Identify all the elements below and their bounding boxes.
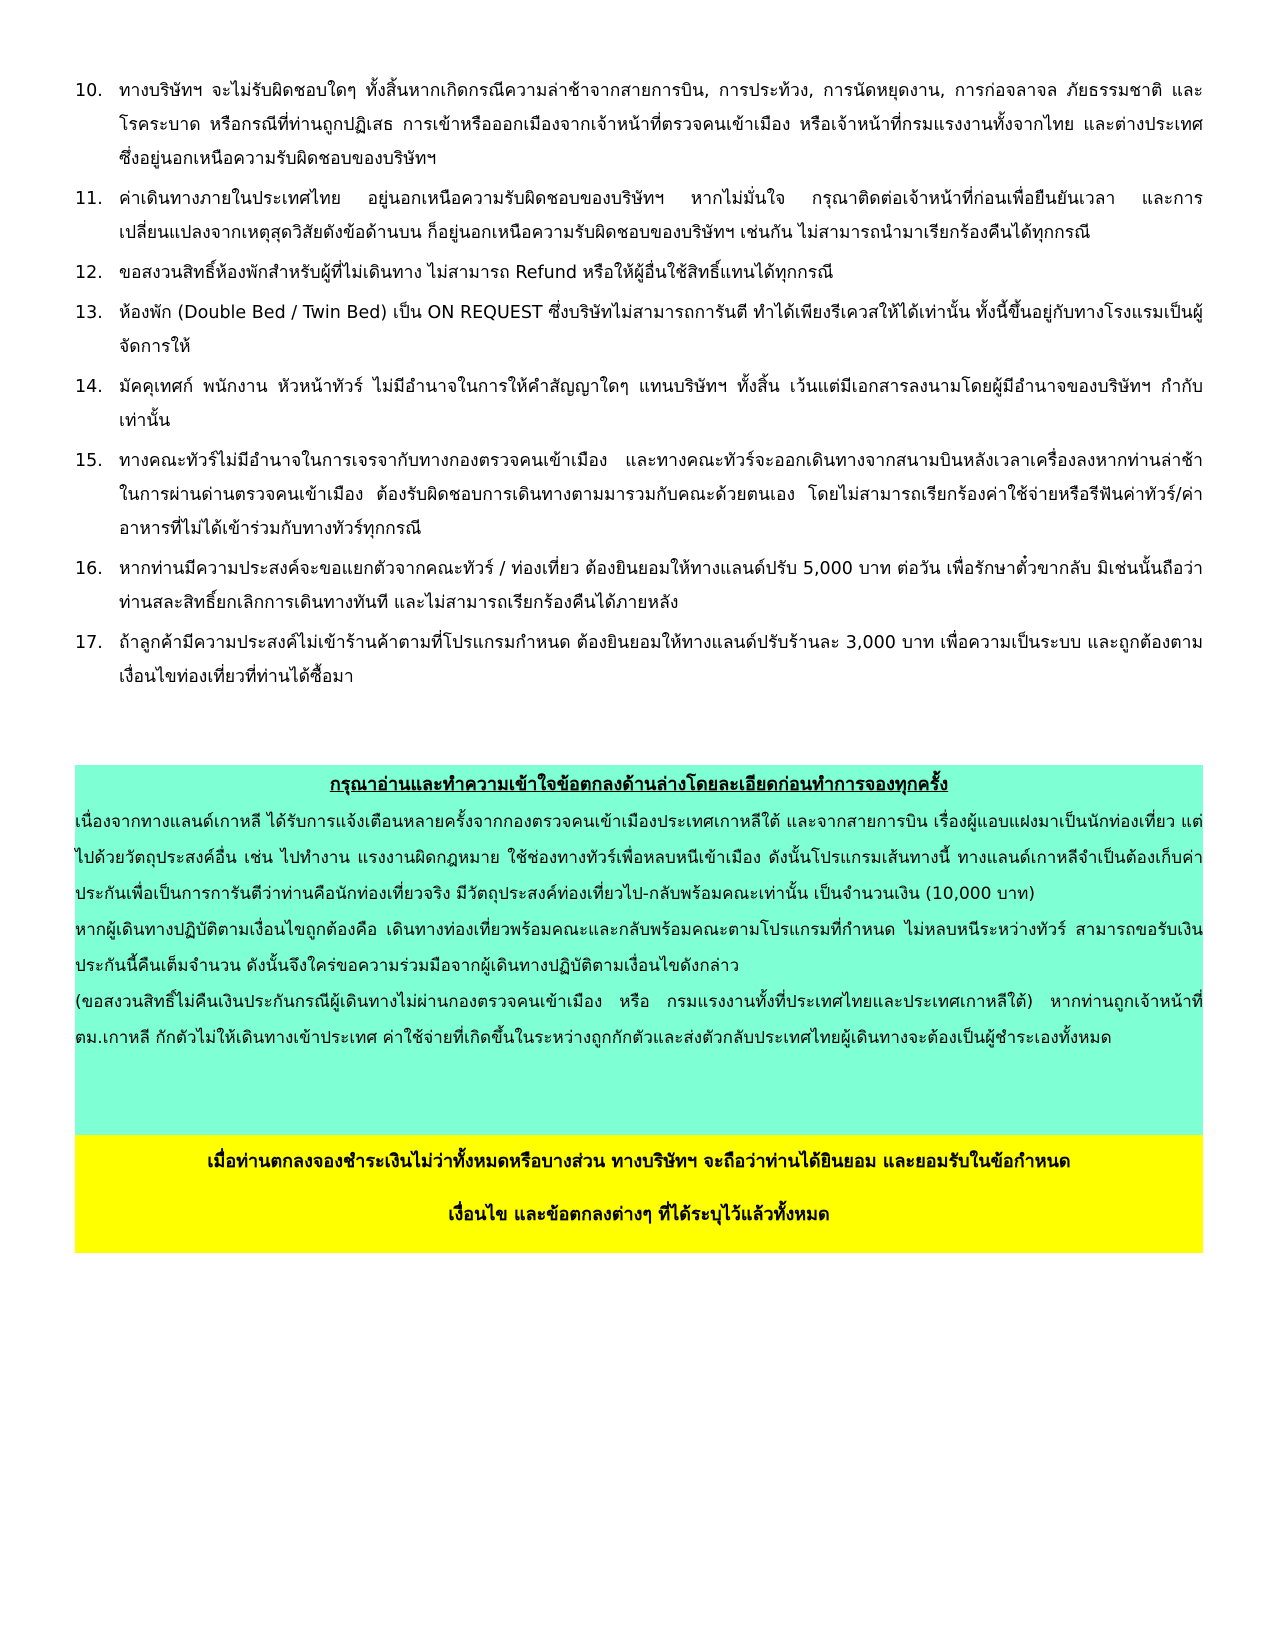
term-text: ทางบริษัทฯ จะไม่รับผิดชอบใดๆ ทั้งสิ้นหากเกิดกรณีความล่าช้าจากสายการบิน, การประท้วง, การนัดหยุดงาน, การก่อจลาจล ภัยธรรมชาติ และโรคระบาด หรือกรณีที่ท่านถูกปฏิเสธ การเข้าหรือออกเมืองจากเจ้าหน้าที่ตรวจคนเข้าเมือง หรือเจ้าหน้าที่กรมแรงงานทั้งจากไทย และต่างประเทศ ซึ่งอยู่นอกเหนือความรับผิดชอบของบริษัทฯ [119, 81, 1203, 169]
term-text: ค่าเดินทางภายในประเทศไทย อยู่นอกเหนือความรับผิดชอบของบริษัทฯ หากไม่มั่นใจ กรุณาติดต่อเจ้าหน้าที่ก่อนเพื่อยืนยันเวลา และการเปลี่ยนแปลงจากเหตุสุดวิสัยดังข้อด้านบน ก็อยู่นอกเหนือความรับผิดชอบของบริษัทฯ เช่นกัน ไม่สามารถนำมาเรียกร้องคืนได้ทุกกรณี [119, 189, 1203, 243]
term-item-12 [75, 256, 1203, 290]
term-text: ขอสงวนสิทธิ์ห้องพักสำหรับผู้ที่ไม่เดินทาง ไม่สามารถ Refund หรือให้ผู้อื่นใช้สิทธิ์แทนได้ทุกกรณี [119, 263, 834, 283]
term-text: ถ้าลูกค้ามีความประสงค์ไม่เข้าร้านค้าตามที่โปรแกรมกำหนด ต้องยินยอมให้ทางแลนด์ปรับร้านละ 3,000 บาท เพื่อความเป็นระบบ และถูกต้องตามเงื่อนไขท่องเที่ยวที่ท่านได้ซื้อมา [119, 633, 1203, 687]
term-number: 10. [75, 81, 103, 101]
terms-list [75, 74, 1203, 700]
term-number: 14. [75, 377, 103, 397]
term-item-16 [75, 552, 1203, 620]
term-text: มัคคุเทศก์ พนักงาน หัวหน้าทัวร์ ไม่มีอำนาจในการให้คำสัญญาใดๆ แทนบริษัทฯ ทั้งสิ้น เว้นแต่มีเอกสารลงนามโดยผู้มีอำนาจของบริษัทฯ กำกับเท่านั้น [119, 377, 1203, 431]
notice-paragraph-deposit: เนื่องจากทางแลนด์เกาหลี ได้รับการแจ้งเตือนหลายครั้งจากกองตรวจคนเข้าเมืองประเทศเกาหลีใต้ และจากสายการบิน เรื่องผู้แอบแฝงมาเป็นนักท่องเที่ยว แต่ไปด้วยวัตถุประสงค์อื่น เช่น ไปทำงาน แรงงานผิดกฎหมาย ใช้ช่องทางทัวร์เพื่อหลบหนีเข้าเมือง ดังนั้นโปรแกรมเส้นทางนี้ ทางแลนด์เกาหลีจำเป็นต้องเก็บค่าประกันเพื่อเป็นการการันตีว่าท่านคือนักท่องเที่ยวจริง มีวัตถุประสงค์ท่องเที่ยวไป-กลับพร้อมคณะเท่านั้น เป็นจำนวนเงิน (10,000 บาท) [75, 812, 1203, 904]
term-text: ห้องพัก (Double Bed / Twin Bed) เป็น ON REQUEST ซึ่งบริษัทไม่สามารถการันตี ทำได้เพียงรีเควสให้ได้เท่านั้น ทั้งนี้ขึ้นอยู่กับทางโรงแรมเป็นผู้จัดการให้ [119, 303, 1203, 357]
term-item-10 [75, 74, 1203, 176]
term-item-17 [75, 626, 1203, 694]
term-item-13 [75, 296, 1203, 364]
term-item-11 [75, 182, 1203, 250]
term-item-15 [75, 444, 1203, 546]
term-number: 13. [75, 303, 103, 323]
term-number: 11. [75, 189, 103, 209]
agreement-line-1: เมื่อท่านตกลงจองชำระเงินไม่ว่าทั้งหมดหรือบางส่วน ทางบริษัทฯ จะถือว่าท่านได้ยินยอม และยอมรับในข้อกำหนด [207, 1151, 1071, 1172]
term-item-14 [75, 370, 1203, 438]
notice-title: กรุณาอ่านและทำความเข้าใจข้อตกลงด้านล่างโดยละเอียดก่อนทำการจองทุกครั้ง [329, 774, 949, 795]
term-text: หากท่านมีความประสงค์จะขอแยกตัวจากคณะทัวร์ / ท่องเที่ยว ต้องยินยอมให้ทางแลนด์ปรับ 5,000 บาท ต่อวัน เพื่อรักษาตั๋วขากลับ มิเช่นนั้นถือว่าท่านสละสิทธิ์ยกเลิกการเดินทางทันที และไม่สามารถเรียกร้องคืนได้ภายหลัง [119, 559, 1203, 613]
agreement-box [75, 1135, 1203, 1253]
term-number: 15. [75, 451, 103, 471]
notice-paragraph-refund: หากผู้เดินทางปฏิบัติตามเงื่อนไขถูกต้องคือ เดินทางท่องเที่ยวพร้อมคณะและกลับพร้อมคณะตามโปรแกรมที่กำหนด ไม่หลบหนีระหว่างทัวร์ สามารถขอรับเงินประกันนี้คืนเต็มจำนวน ดังนั้นจึงใคร่ขอความร่วมมือจากผู้เดินทางปฏิบัติตามเงื่อนไขดังกล่าว [75, 920, 1203, 976]
term-text: ทางคณะทัวร์ไม่มีอำนาจในการเจรจากับทางกองตรวจคนเข้าเมือง และทางคณะทัวร์จะออกเดินทางจากสนามบินหลังเวลาเครื่องลงหากท่านล่าช้าในการผ่านด่านตรวจคนเข้าเมือง ต้องรับผิดชอบการเดินทางตามมารวมกับคณะด้วยตนเอง โดยไม่สามารถเรียกร้องค่าใช้จ่ายหรือรีฟันค่าทัวร์/ค่าอาหารที่ไม่ได้เข้าร่วมกับทางทัวร์ทุกกรณี [119, 451, 1203, 539]
agreement-line-2: เงื่อนไข และข้อตกลงต่างๆ ที่ได้ระบุไว้แล้วทั้งหมด [448, 1204, 830, 1225]
term-number: 16. [75, 559, 103, 579]
term-number: 17. [75, 633, 103, 653]
deposit-notice-box [75, 765, 1203, 1135]
notice-paragraph-exceptions: (ขอสงวนสิทธิ์ไม่คืนเงินประกันกรณีผู้เดินทางไม่ผ่านกองตรวจคนเข้าเมือง หรือ กรมแรงงานทั้งที่ประเทศไทยและประเทศเกาหลีใต้) หากท่านถูกเจ้าหน้าที่ตม.เกาหลี กักตัวไม่ให้เดินทางเข้าประเทศ ค่าใช้จ่ายที่เกิดขึ้นในระหว่างถูกกักตัวและส่งตัวกลับประเทศไทยผู้เดินทางจะต้องเป็นผู้ชำระเองทั้งหมด [75, 992, 1203, 1048]
term-number: 12. [75, 263, 103, 283]
